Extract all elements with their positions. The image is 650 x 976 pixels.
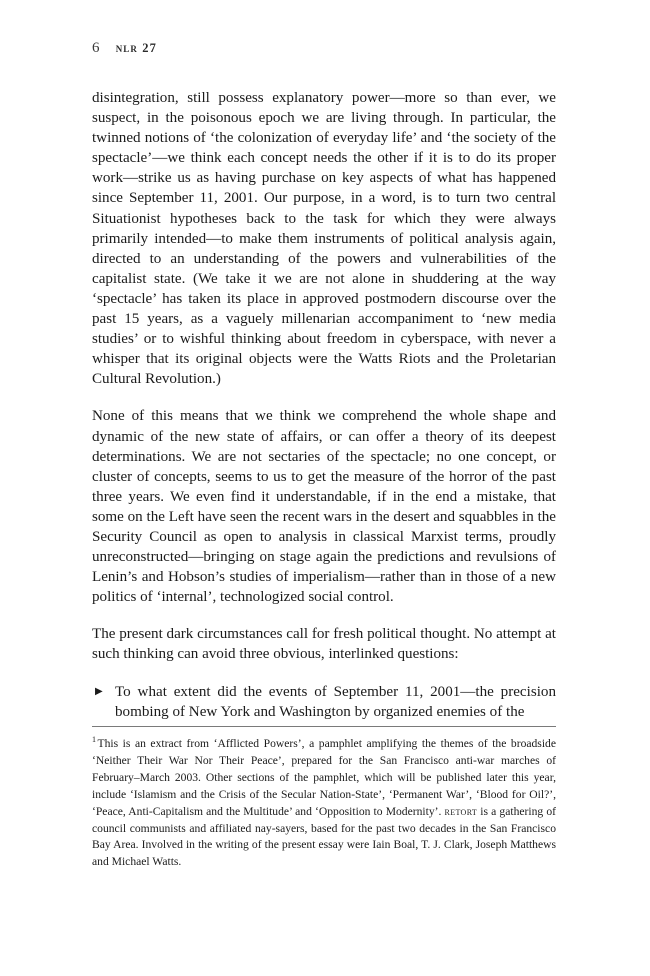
paragraph-3: The present dark circumstances call for fresh political thought. No attempt at such thinking can avoid three obvious, interlinked questions: (92, 626, 556, 663)
running-head (92, 40, 556, 60)
footnote-block (92, 726, 556, 871)
footnote-text (92, 736, 556, 871)
paragraph-2: None of this means that we think we comprehend the whole shape and dynamic of the new state of affairs, or can offer a theory of its deepest determinations. We are not sectaries of the spectacle; no one concept, or cluster of concepts, seems to us to get the measure of the horror of the past three years. We even find it understandable, if in the end a mistake, that some on the Left have seen the recent wars in the desert and squabbles in the Security Council as open to analysis in classical Marxist terms, proudly unreconstructed—bringing on stage again the predictions and revulsions of Lenin’s and Hobson’s studies of imperialism—rather than in those of a new politics of ‘internal’, technologized social control. (92, 408, 556, 606)
journal-issue-title: nlr 27 (115, 41, 157, 55)
footnote-text-first: This is an extract from ‘Afflicted Powers’, a pamphlet amplifying the themes of the broadside ‘Neither Their War Nor Their Peace’, prepared for the San Francisco anti-war marches of February–March 2003. Other sections of the pamphlet, which will be published later this year, include ‘Islamism and the Crisis of the Secular Nation-State’, ‘Permanent War’, ‘Blood for Oil?’, ‘Peace, Anti-Capitalism and the Multitude’ and ‘Opposition to Modernity’. (92, 737, 556, 818)
footnote-separator-rule (92, 726, 556, 727)
list-item (92, 682, 556, 722)
footnote-organization-name: retort (444, 804, 478, 818)
list-item-text: To what extent did the events of September 11, 2001—the precision bombing of New York and Washington by organized enemies of the (115, 683, 556, 720)
triangle-bullet-icon: ▶ (95, 685, 103, 697)
paragraph-1: disintegration, still possess explanatory power—more so than ever, we suspect, in the poisonous epoch we are living through. In particular, the twinned notions of ‘the colonization of everyday life’ and ‘the society of the spectacle’—we think each concept needs the other if it is to do its proper work—strike us as having purchase on key aspects of what has happened since September 11, 2001. Our purpose, in a word, is to turn two central Situationist hypotheses back to the task for which they were always primarily intended—to make them instruments of political analysis again, directed to an understanding of the powers and vulnerabilities of the capitalist state. (We take it we are not alone in shuddering at the way ‘spectacle’ has taken its place in approved postmodern discourse over the past 15 years, as a vaguely millenarian accompaniment to ‘new media studies’ or to wishful thinking about freedom in cyberspace, with never a whisper that its original objects were the Watts Riots and the Proletarian Cultural Revolution.) (92, 90, 556, 388)
page-number: 6 (92, 40, 100, 56)
footnote-marker: 1 (92, 735, 96, 745)
footnote-text-second: is a gathering of council communists and affiliated nay-sayers, based for the past two decades in the San Francisco Bay Area. Involved in the writing of the present essay were Iain Boal, T. J. Clark, Joseph Matthews and Michael Watts. (92, 804, 556, 869)
page-content (92, 40, 556, 722)
question-bullet-list (92, 682, 556, 722)
body-text (92, 88, 556, 665)
